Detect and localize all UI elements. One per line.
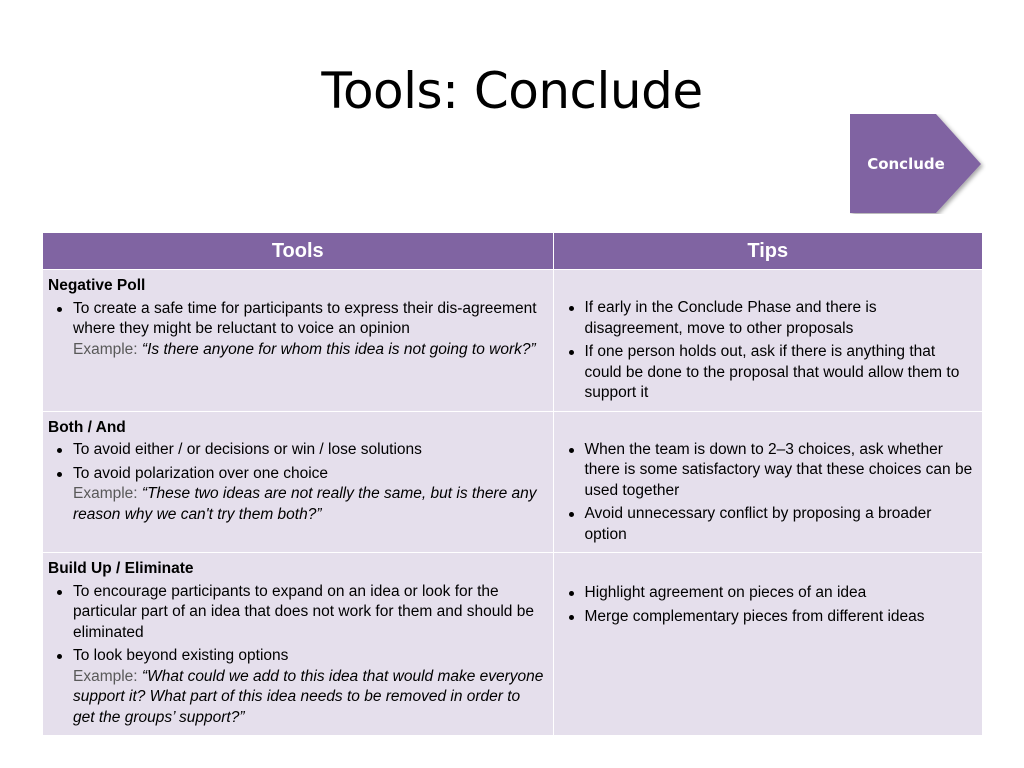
tool-cell bbox=[43, 411, 553, 553]
example: Example: “What could we add to this idea that would make everyone support it? What part of this idea needs to be removed in order to get the groups’ support?” bbox=[73, 667, 544, 726]
tips-cell bbox=[553, 553, 982, 736]
list-item bbox=[73, 464, 545, 526]
phase-label: Conclude bbox=[867, 155, 945, 173]
list-item: To avoid either / or decisions or win / lose solutions bbox=[73, 440, 545, 461]
list-item: Highlight agreement on pieces of an idea bbox=[585, 583, 975, 604]
tips-column-header: Tips bbox=[553, 233, 982, 270]
table-row bbox=[43, 553, 982, 736]
table-row bbox=[43, 411, 982, 553]
list-item: If one person holds out, ask if there is anything that could be done to the proposal that would allow them to support it bbox=[585, 342, 975, 404]
tool-purpose: To avoid polarization over one choice bbox=[73, 464, 329, 482]
tools-tips-table bbox=[43, 233, 982, 735]
tips-cell bbox=[553, 270, 982, 412]
slide-title: Tools: Conclude bbox=[321, 62, 703, 120]
tool-purpose: To look beyond existing options bbox=[73, 647, 289, 664]
list-item: Merge complementary pieces from different ideas bbox=[585, 607, 975, 628]
tool-cell bbox=[43, 270, 553, 412]
list-item: Avoid unnecessary conflict by proposing a broader option bbox=[585, 504, 975, 545]
tools-column-header: Tools bbox=[43, 233, 553, 270]
list-item: To encourage participants to expand on an idea or look for the particular part of an idea that does not work for them and should be eliminated bbox=[73, 582, 545, 644]
example: Example: “These two ideas are not really the same, but is there any reason why we can't try them both?” bbox=[73, 485, 537, 523]
table-row bbox=[43, 270, 982, 412]
example: Example: “Is there anyone for whom this idea is not going to work?” bbox=[73, 340, 536, 358]
tips-cell bbox=[553, 411, 982, 553]
tool-cell bbox=[43, 553, 553, 736]
tool-name: Negative Poll bbox=[48, 277, 146, 294]
table-header-row bbox=[43, 233, 982, 270]
tool-name: Both / And bbox=[48, 418, 126, 436]
list-item: When the team is down to 2–3 choices, ask whether there is some satisfactory way that these choices can be used together bbox=[585, 440, 975, 502]
tool-purpose: To create a safe time for participants to express their dis-agreement where they might be reluctant to voice an opinion bbox=[73, 299, 537, 337]
tool-name: Build Up / Eliminate bbox=[48, 560, 194, 577]
list-item bbox=[73, 299, 545, 361]
list-item bbox=[73, 646, 545, 728]
conclude-phase-arrow bbox=[850, 114, 986, 214]
list-item: If early in the Conclude Phase and there is disagreement, move to other proposals bbox=[585, 298, 975, 339]
